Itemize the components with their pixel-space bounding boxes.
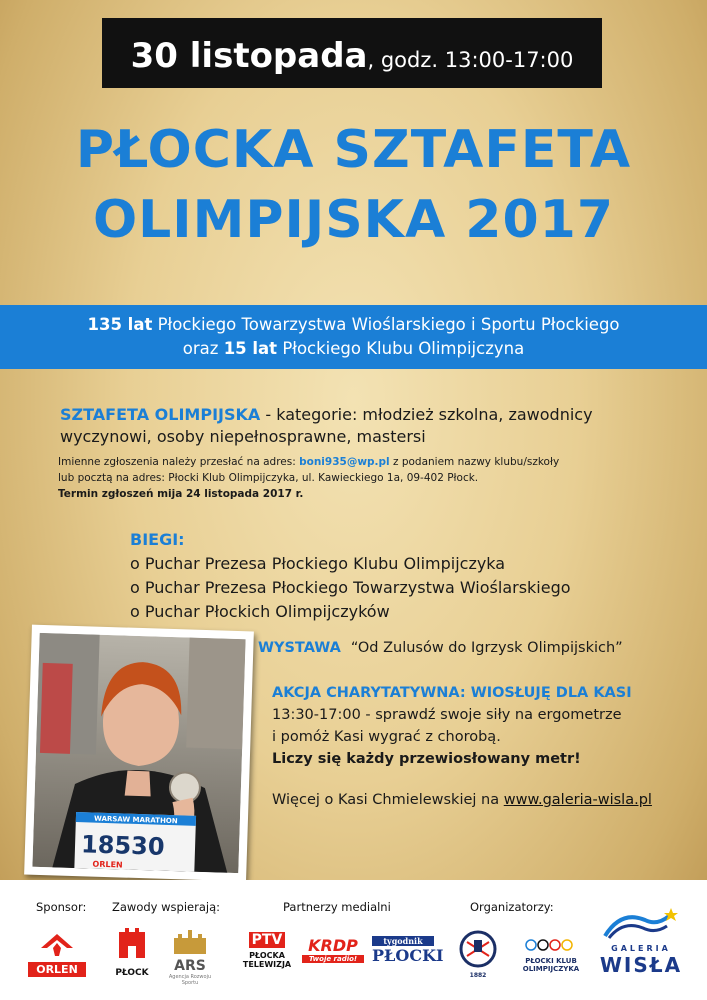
anniversary-line2-text: Płockiego Klubu Olimpijczyna: [277, 339, 525, 358]
page-title-line2: OLIMPIJSKA 2017: [92, 190, 615, 250]
galeria-wave-icon: [601, 906, 681, 940]
sztafeta-heading: SZTAFETA OLIMPIJSKA: [60, 405, 261, 424]
bib-event: WARSAW MARATHON: [93, 814, 178, 826]
more-info: [272, 792, 652, 808]
athlete-photo-image: [32, 633, 245, 873]
ars-text: ARS: [174, 958, 206, 974]
charity-line2: i pomóż Kasi wygrać z chorobą.: [272, 729, 501, 745]
anniversary-15: 15 lat: [223, 339, 278, 358]
ptv-name1: PŁOCKA: [249, 951, 285, 960]
registration-line2: lub pocztą na adres: Płocki Klub Olimpijczyka, ul. Kawieckiego 1a, 09-402 Płock.: [58, 472, 479, 484]
biegi-heading: BIEGI:: [130, 530, 185, 549]
registration-deadline: [58, 486, 678, 502]
galeria-main: WISŁA: [599, 953, 683, 977]
ptv-mark-text: PTV: [249, 932, 286, 948]
galeria-wisla-logo: [596, 906, 686, 977]
organizers-label: Organizatorzy:: [470, 900, 554, 914]
biegi-item: o Puchar Płockich Olimpijczyków: [130, 602, 390, 621]
event-date: 30 listopada: [130, 36, 368, 76]
galeria-link[interactable]: www.galeria-wisla.pl: [503, 792, 652, 808]
anniversary-line1-text: Płockiego Towarzystwa Wioślarskiego i Sportu Płockiego: [152, 315, 620, 334]
anniversary-line2: [0, 337, 707, 361]
anniversary-line2-start: oraz: [182, 339, 224, 358]
orlen-text: ORLEN: [28, 962, 86, 977]
bib-brand: ORLEN: [92, 859, 123, 870]
krdp-subtext: Twoje radio!: [302, 955, 364, 963]
pko-line1: PŁOCKI KLUB: [525, 957, 577, 965]
ptv-name2: TELEWIZJA: [242, 960, 292, 969]
krdp-text: KRDP: [308, 936, 358, 955]
charity-line3: Liczy się każdy przewiosłowany metr!: [272, 751, 581, 767]
registration-info: [58, 454, 678, 502]
bib-number: 18530: [80, 830, 166, 861]
crest-year: 1882: [469, 972, 487, 979]
wystawa-heading: WYSTAWA: [258, 640, 341, 656]
plock-logo: [112, 928, 152, 978]
charity-heading: AKCJA CHARYTATYWNA: WIOSŁUJĘ DLA KASI: [272, 685, 632, 701]
athlete-photo: [24, 625, 254, 882]
rowing-crest-icon: [457, 930, 499, 968]
wystawa-title: “Od Zulusów do Igrzysk Olimpijskich”: [350, 640, 623, 656]
charity-section: [272, 682, 632, 770]
tygodnik-logo: [372, 936, 444, 965]
ptws-crest-logo: [455, 930, 501, 979]
pko-logo: [512, 938, 590, 973]
support-label: Zawody wspierają:: [112, 900, 220, 914]
media-label: Partnerzy medialni: [283, 900, 391, 914]
email-link[interactable]: boni935@wp.pl: [299, 456, 390, 468]
date-bar: [102, 18, 602, 88]
plock-text: PŁOCK: [115, 968, 149, 978]
sponsors-footer: [0, 880, 707, 1000]
pko-line2: OLIMPIJCZYKA: [522, 965, 580, 973]
olympic-rings-icon: [521, 939, 581, 953]
charity-line1: 13:30-17:00 - sprawdź swoje siły na ergometrze: [272, 707, 622, 723]
page-title-line1: PŁOCKA SZTAFETA: [75, 120, 632, 180]
biegi-section: [130, 528, 571, 624]
sponsor-label: Sponsor:: [36, 900, 87, 914]
deadline-text: Termin zgłoszeń mija 24 listopada 2017 r.: [58, 488, 304, 500]
anniversary-line1: [0, 313, 707, 337]
ars-logo: [162, 928, 218, 986]
anniversary-135: 135 lat: [87, 315, 153, 334]
registration-line1-start: Imienne zgłoszenia należy przesłać na adres:: [58, 456, 300, 468]
tygodnik-main: PŁOCKI: [372, 946, 444, 965]
event-hours: , godz. 13:00-17:00: [367, 48, 574, 72]
ptv-mark: [238, 932, 296, 948]
galeria-top: GALERIA: [611, 944, 671, 953]
biegi-item: o Puchar Prezesa Płockiego Klubu Olimpijczyka: [130, 554, 506, 573]
ars-subtext: Agencja Rozwoju Sportu: [168, 974, 212, 986]
orlen-logo: [28, 932, 86, 977]
more-info-text: Więcej o Kasi Chmielewskiej na: [272, 792, 504, 808]
plock-crest-icon: [117, 928, 147, 964]
registration-line1: [58, 454, 678, 470]
registration-line1-end: z podaniem nazwy klubu/szkoły: [389, 456, 560, 468]
ars-castle-icon: [170, 928, 210, 954]
anniversary-band: [0, 305, 707, 369]
sztafeta-categories: - kategorie: młodzież szkolna, zawodnicy wyczynowi, osoby niepełnosprawne, mastersi: [60, 405, 593, 446]
wystawa-section: [258, 640, 623, 656]
krdp-logo: [302, 936, 364, 963]
biegi-item: o Puchar Prezesa Płockiego Towarzystwa Wioślarskiego: [130, 578, 571, 597]
ptv-logo: [238, 932, 296, 969]
sztafeta-section: [60, 404, 660, 448]
tygodnik-top: tygodnik: [372, 936, 434, 946]
orlen-eagle-icon: [37, 932, 77, 958]
